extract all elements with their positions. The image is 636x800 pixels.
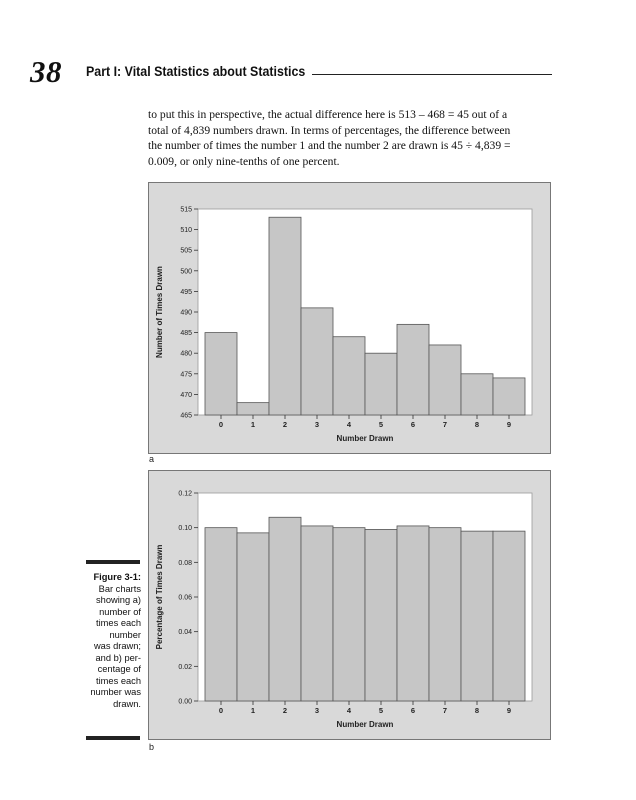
x-tick-label: 9 — [506, 420, 512, 429]
bar — [365, 529, 397, 701]
panel-label-b: b — [149, 742, 155, 752]
x-tick-label: 2 — [282, 706, 288, 715]
bar — [333, 528, 365, 701]
body-line: 0.009, or only nine-tenths of one percent. — [148, 154, 340, 168]
bar — [269, 217, 301, 415]
x-tick-label: 4 — [346, 420, 352, 429]
x-axis-label: Number Drawn — [336, 720, 394, 729]
x-tick-label: 5 — [378, 420, 384, 429]
y-tick-label: 500 — [180, 268, 192, 276]
bar-chart-a — [149, 183, 552, 455]
caption-line: drawn. — [113, 698, 141, 709]
x-tick-label: 9 — [506, 706, 512, 715]
caption-line: Bar charts — [98, 583, 141, 594]
bar — [301, 308, 333, 415]
y-tick-label: 0.08 — [178, 559, 192, 567]
bar — [429, 528, 461, 701]
body-line: total of 4,839 numbers drawn. In terms of percentages, the difference between — [148, 123, 511, 137]
y-tick-label: 495 — [180, 288, 192, 296]
bar — [237, 403, 269, 415]
bar — [365, 353, 397, 415]
x-tick-label: 0 — [218, 420, 224, 429]
caption-line: times each — [96, 675, 141, 686]
x-tick-label: 6 — [410, 420, 416, 429]
x-tick-label: 1 — [250, 706, 256, 715]
x-tick-label: 1 — [250, 420, 256, 429]
x-tick-label: 8 — [474, 420, 480, 429]
y-tick-label: 0.12 — [178, 490, 192, 498]
x-tick-label: 8 — [474, 706, 480, 715]
y-tick-label: 475 — [180, 371, 192, 379]
x-tick-label: 6 — [410, 706, 416, 715]
y-tick-label: 0.06 — [178, 594, 192, 602]
bar — [493, 531, 525, 701]
caption-line: was drawn; — [93, 641, 141, 651]
caption-top-bar — [86, 560, 140, 564]
bar — [301, 526, 333, 701]
x-tick-label: 3 — [314, 420, 320, 429]
y-tick-label: 510 — [180, 227, 192, 235]
running-head: Part I: Vital Statistics about Statistics — [86, 64, 306, 79]
y-axis-label: Number of Times Drawn — [155, 266, 164, 358]
caption-bottom-bar — [86, 736, 140, 740]
bar-chart-b — [149, 471, 552, 741]
bar — [429, 345, 461, 415]
bar — [269, 517, 301, 701]
caption-line: and b) per- — [95, 652, 141, 663]
bar — [461, 531, 493, 701]
y-tick-label: 0.00 — [178, 698, 192, 706]
bar — [333, 337, 365, 415]
bar — [397, 526, 429, 701]
bar — [397, 324, 429, 415]
y-axis-label: Percentage of Times Drawn — [155, 544, 164, 650]
caption-line: number was — [90, 687, 141, 697]
bar — [205, 333, 237, 415]
y-tick-label: 485 — [180, 330, 192, 338]
caption-line: number — [109, 629, 141, 640]
x-axis-label: Number Drawn — [336, 434, 394, 443]
body-line: the number of times the number 1 and the number 2 are drawn is 45 ÷ 4,839 = — [148, 139, 511, 153]
y-tick-label: 465 — [180, 412, 192, 420]
chart-panel-a — [148, 182, 551, 454]
y-tick-label: 480 — [180, 350, 192, 358]
bar — [461, 374, 493, 415]
panel-label-a: a — [149, 454, 155, 464]
y-tick-label: 470 — [180, 391, 192, 399]
x-tick-label: 3 — [314, 706, 320, 715]
body-paragraph — [148, 107, 548, 169]
y-tick-label: 0.10 — [178, 525, 192, 533]
page-number: 38 — [30, 54, 62, 89]
y-tick-label: 0.02 — [178, 663, 192, 671]
caption-label: Figure 3-1: — [93, 572, 141, 582]
y-tick-label: 490 — [180, 309, 192, 317]
bar — [493, 378, 525, 415]
x-tick-label: 0 — [218, 706, 224, 715]
caption-line: times each — [96, 618, 141, 628]
x-tick-label: 7 — [442, 420, 448, 429]
caption-line: number of — [99, 606, 141, 617]
x-tick-label: 4 — [346, 706, 352, 715]
body-line: to put this in perspective, the actual difference here is 513 – 468 = 45 out of a — [148, 108, 508, 121]
x-tick-label: 2 — [282, 420, 288, 429]
caption-line: centage of — [97, 664, 141, 674]
y-tick-label: 515 — [180, 206, 192, 214]
x-tick-label: 7 — [442, 706, 448, 715]
bar — [205, 528, 237, 701]
x-tick-label: 5 — [378, 706, 384, 715]
bar — [237, 533, 269, 701]
caption-line: showing a) — [96, 595, 141, 605]
y-tick-label: 0.04 — [178, 629, 192, 637]
header-rule — [312, 74, 552, 75]
chart-panel-b — [148, 470, 551, 740]
figure-caption — [86, 572, 141, 710]
y-tick-label: 505 — [180, 247, 192, 255]
